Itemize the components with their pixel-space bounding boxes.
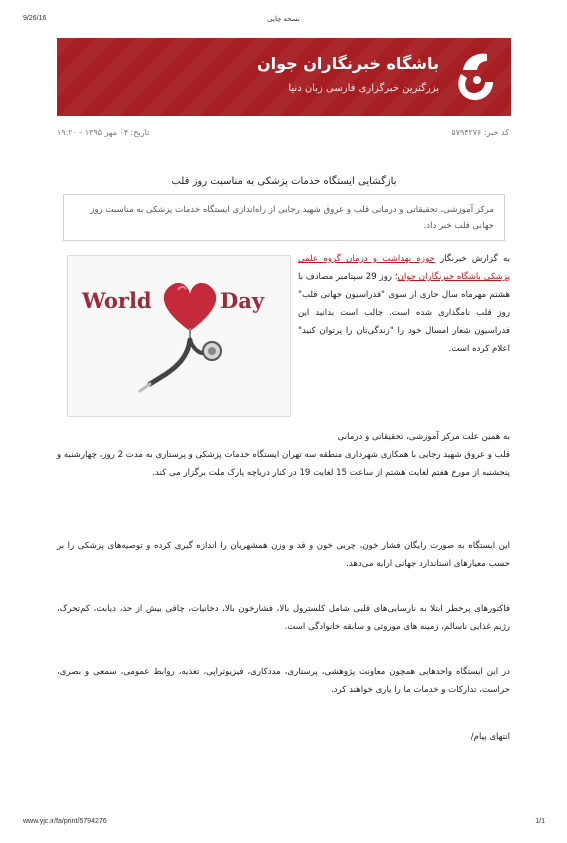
article-headline: بازگشایی ایستگاه خدمات پزشکی به مناسبت روز قلب	[171, 176, 397, 187]
print-page-number: 1/1	[535, 818, 545, 825]
article-end-mark: انتهای پیام/	[470, 732, 510, 742]
service-group-link[interactable]: حوزه بهداشت و درمان گروه علمی پزشکی باشگاه خبرنگاران جوان	[298, 254, 510, 282]
article-paragraph-1	[298, 250, 510, 358]
article-paragraph-3: این ایستگاه به صورت رایگان فشار خون، چربی خون و قد و وزن همشهریان را اندازه گیری کرده و توصیه‌های پزشکی را بر حسب معیارهای استاندارد جهانی ارایه می‌دهد.	[57, 541, 510, 569]
article-paragraph-2: قلب و عروق شهید رجایی با همکاری شهرداری منطقه سه تهران ایستگاه خدمات پزشکی و پرستاری به مدت 2 روز، چهارشنبه و پنجشنبه از مورخ هفتم لغایت هشتم از ساعت 15 لغایت 19 در کنار دریاچه پارک ملت برگزار می کند.	[57, 450, 510, 478]
world-heart-day-illustration	[68, 256, 290, 416]
site-banner[interactable]	[57, 38, 511, 116]
article-paragraph-2-lead: به همین علت مرکز آموزشی، تحقیقاتی و درمانی	[337, 432, 510, 442]
article-paragraph-5: در این ایستگاه واحدهایی همچون معاونت پژوهشی، پرستاری، مددکاری، فیزیوتراپی، تغذیه، روابط عمومی، سمعی و بصری، حراست، تدارکات و خدمات ما را یاری خواهند کرد.	[57, 667, 510, 695]
article-paragraph-4: فاکتورهای پرخطر ابتلا به نارسایی‌های قلبی شامل کلسترول بالا، فشارخون بالا، دخانیات، چاقی بیش از حد، دیابت، کم‌تحرک، رژیم غذایی ناسالم، زمینه های موروثی و سابقه خانوادگی است.	[57, 604, 510, 632]
site-logo-icon	[447, 48, 499, 106]
paragraph-1-rest: ؛ روز 29 سپتامبر مصادف با هشتم مهرماه سال جاری از سوی "فدراسیون جهانی قلب" روز قلب نامگذاری شده است. جالب است بدانید این فدراسیون شعار امسال خود را "زندگی‌تان را پرتوان کنید" اعلام کرده است.	[298, 272, 510, 354]
print-date: 9/26/16	[23, 15, 47, 22]
logo-glyph: ج	[473, 84, 474, 85]
paragraph-1-start: به گزارش خبرنگار	[434, 254, 511, 264]
site-subtitle: بزرگترین خبرگزاری فارسی زبان دنیا	[288, 83, 439, 94]
print-url: www.yjc.ir/fa/print/5794276	[23, 818, 107, 825]
site-title: باشگاه خبرنگاران جوان	[256, 54, 439, 73]
image-word-right: Day	[220, 288, 265, 313]
image-word-left: World	[82, 288, 152, 313]
news-date: تاریخ: ۰۴ مهر ۱۳۹۵ - ۱۹:۲۰	[57, 128, 150, 137]
article-summary: مرکز آموزشی، تحقیقاتی و درمانی قلب و عروق شهید رجایی از راه‌اندازی ایستگاه خدمات پزشکی به مناسبت روز جهانی قلب خبر داد.	[63, 194, 505, 241]
world-heart-day-image	[67, 255, 291, 417]
print-title: نسخه چاپی	[267, 16, 300, 23]
news-code: کد خبر: ۵۷۹۴۲۷۶	[451, 128, 509, 137]
